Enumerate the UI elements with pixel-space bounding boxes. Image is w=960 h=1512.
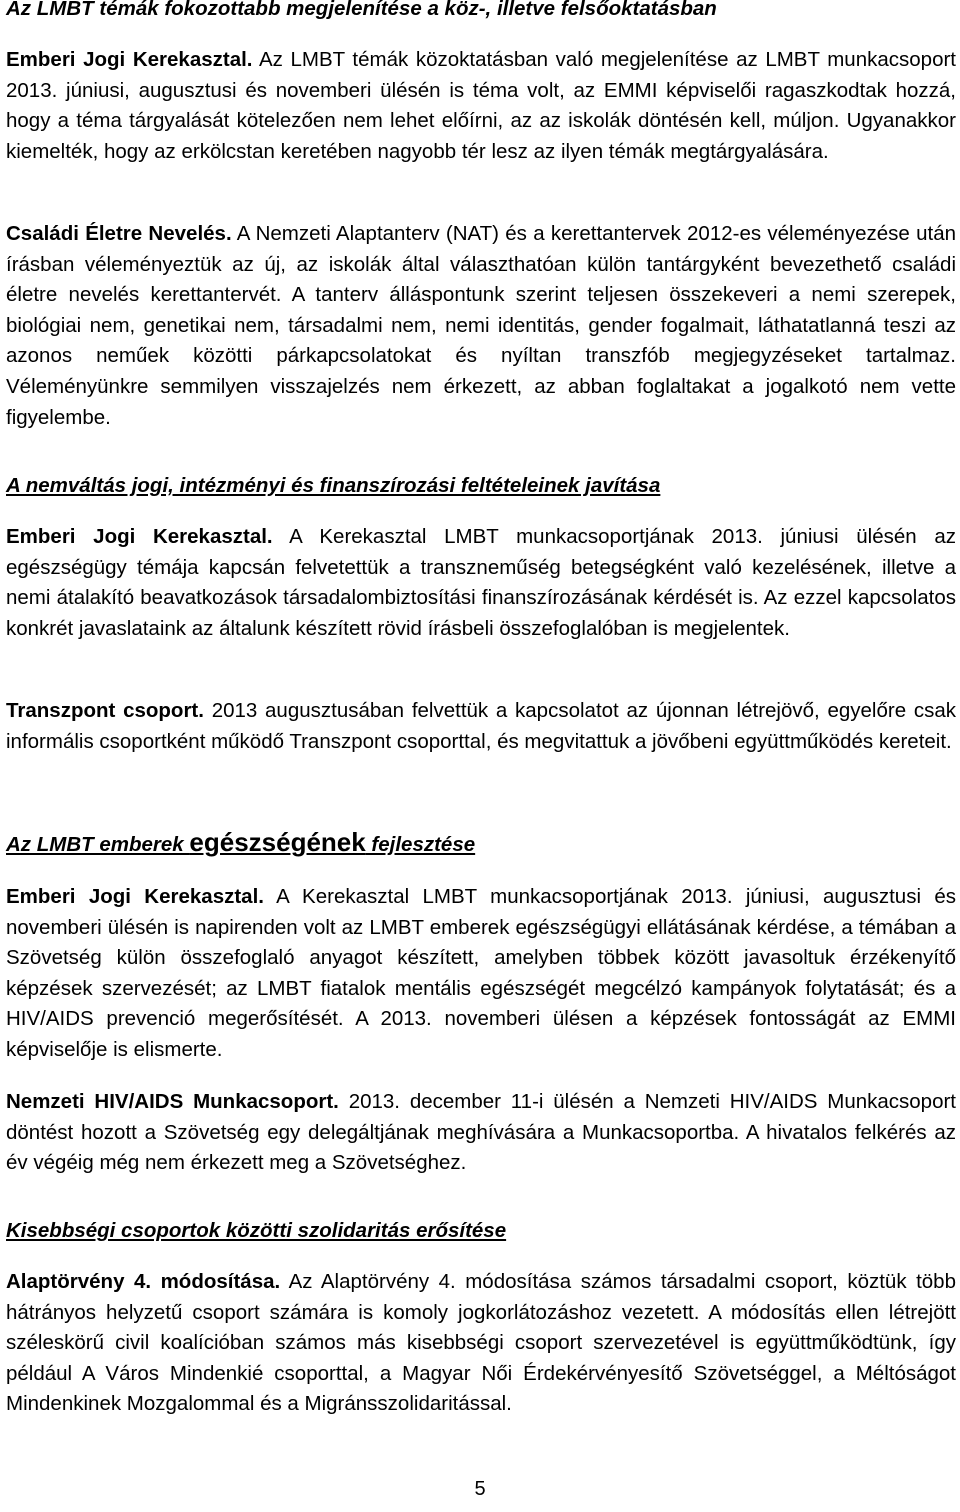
paragraph-text: Az Alaptörvény 4. módosítása számos társadalmi csoport, köztük több hátrányos helyzetű csoport számára is komoly jogkorlátozáshoz vezetett. A módosítás ellen létrejött széleskörű civil koalícióban számos más kisebbségi csoport szervezetével is együttműködtünk, így például A Város Mindenkié csoporttal, a Magyar Női Érdekérvényesítő Szövetséggel, a Méltóságot Mindenkinek Mozgalommal és a Migránsszolidaritással. [6,1270,956,1416]
paragraph-lead: Emberi Jogi Kerekasztal. [6,48,253,71]
section-heading-lmbt-topics-education: Az LMBT témák fokozottabb megjelenítése a köz-, illetve felsőoktatásban [6,0,717,20]
paragraph-fundamental-law-amendment [6,1267,956,1420]
paragraph-transzpont-group [6,696,956,757]
paragraph-lead: Transzpont csoport. [6,699,204,722]
paragraph-national-hiv-aids-working-group [6,1087,956,1179]
page-number: 5 [474,1478,486,1500]
paragraph-text: A Kerekasztal LMBT munkacsoportjának 2013. júniusi, augusztusi és novemberi ülésén is napirenden volt az LMBT emberek egészségügyi ellátásának kérdése, a témában a Szövetség külön összefoglaló anyagot készített, amelyben többek között javasoltuk érzékenyítő képzések szervezését; az LMBT fiatalok mentális egészségét megcélzó kampányok folytatását; és a HIV/AIDS prevenció megerősítését. A 2013. novemberi ülésen a képzések fontosságát az EMMI képviselője is elismerte. [6,885,956,1061]
paragraph-text: Az LMBT témák közoktatásban való megjelenítése az LMBT munkacsoport 2013. júniusi, augusztusi és novemberi ülésén is téma volt, az EMMI képviselői ragaszkodtak hozzá, hogy a téma tárgyalását kötelezően nem lehet előírni, az az iskolák döntésén kell, múljon. Ugyanakkor kiemelték, hogy az erkölcstan keretében nagyobb tér lesz az ilyen témák megtárgyalására. [6,48,956,163]
paragraph-lead: Nemzeti HIV/AIDS Munkacsoport. [6,1090,339,1113]
paragraph-human-rights-roundtable-transition [6,522,956,644]
paragraph-text: A Kerekasztal LMBT munkacsoportjának 2013. júniusi ülésén az egészségügy témája kapcsán felvetettük a transzneműség betegségként való kezelésének, illetve a nemi átalakító beavatkozások társadalombiztosítási finanszírozásának kérdését is. Az ezzel kapcsolatos konkrét javaslataink az általunk készített rövid írásbeli összefoglalóban is megjelentek. [6,525,956,640]
paragraph-family-life-education [6,219,956,433]
paragraph-lead: Családi Életre Nevelés. [6,222,232,245]
paragraph-text: 2013. december 11-i ülésén a Nemzeti HIV/AIDS Munkacsoport döntést hozott a Szövetség egy delegáltjának meghívására a Munkacsoportba. A hivatalos felkérés az év végéig még nem érkezett meg a Szövetséghez. [6,1090,957,1175]
paragraph-human-rights-roundtable-health [6,882,956,1066]
paragraph-lead: Alaptörvény 4. módosítása. [6,1270,281,1293]
heading-part: fejlesztése [365,833,476,856]
section-heading-lmbt-health [6,827,956,860]
section-heading-minority-solidarity: Kisebbségi csoportok közötti szolidaritás erősítése [6,1219,507,1242]
paragraph-lead: Emberi Jogi Kerekasztal. [6,885,264,908]
paragraph-lead: Emberi Jogi Kerekasztal. [6,525,273,548]
paragraph-text: A Nemzeti Alaptanterv (NAT) és a kerettantervek 2012-es véleményezése után írásban véleményeztük az új, az iskolák által választhatóan külön tantárgyként bevezethető családi életre nevelés kerettantervét. A tanterv álláspontunk szerint teljesen összekeveri a nemi szerepek, biológiai nem, genetikai nem, társadalmi nem, nemi identitás, gender fogalmait, láthatatlanná teszi az azonos neműek közötti párkapcsolatokat és nyíltan transzfób megjegyzéseket tartalmaz. Véleményünkre semmilyen visszajelzés nem érkezett, az abban foglaltakat a jogalkotó nem vette figyelembe. [6,222,956,429]
heading-part: Az LMBT emberek [6,833,190,856]
paragraph-text: 2013 augusztusában felvettük a kapcsolatot az újonnan létrejövő, egyelőre csak informális csoportként működő Transzpont csoporttal, és megvitattuk a jövőbeni együttműködés kereteit. [6,699,956,753]
section-heading-gender-transition: A nemváltás jogi, intézményi és finanszírozási feltételeinek javítása [6,474,661,497]
heading-part-emphasis: egészségének [189,827,366,857]
paragraph-human-rights-roundtable-education [6,45,956,167]
